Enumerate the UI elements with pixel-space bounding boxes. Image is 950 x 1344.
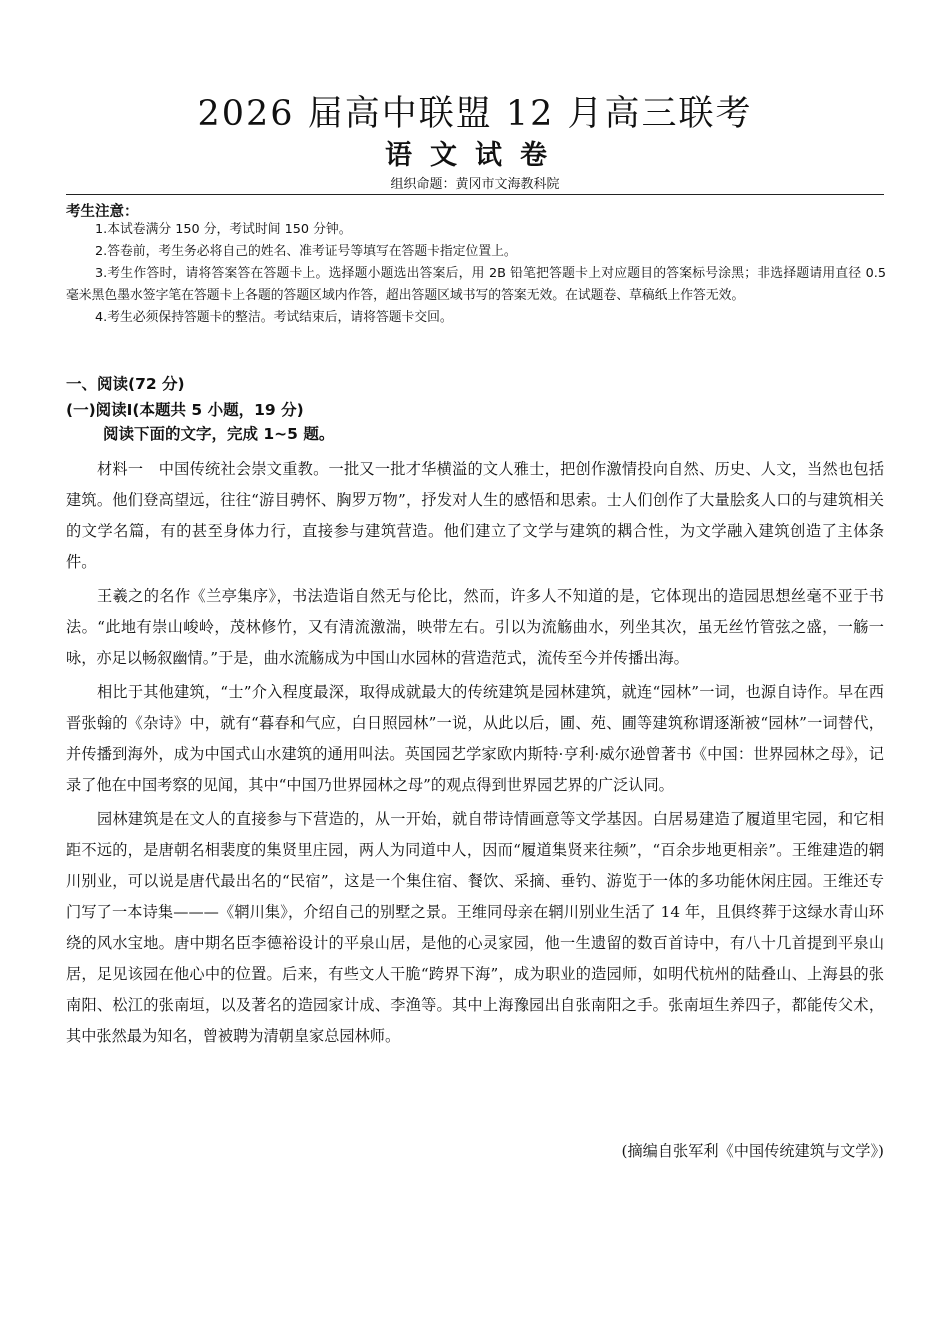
notice-heading: 考生注意： <box>66 204 139 220</box>
header-divider <box>66 194 884 195</box>
section-heading: 一、阅读(72 分) <box>66 375 185 393</box>
reading-instruction: 阅读下面的文字，完成 1~5 题。 <box>103 425 335 443</box>
notice-item: 1.本试卷满分 150 分，考试时间 150 分钟。 <box>95 222 352 237</box>
subsection-heading: (一)阅读Ⅰ(本题共 5 小题，19 分) <box>66 401 304 419</box>
exam-title: 2026 届高中联盟 12 月高三联考 <box>197 94 753 134</box>
organizer-line: 组织命题：黄冈市文海教科院 <box>390 177 560 192</box>
passage-paragraph: 材料一 中国传统社会崇文重教。一批又一批才华横溢的文人雅士，把创作激情投向自然、历史、人文，当然也包括建筑。他们登高望远，往往“游目骋怀、胸罗万物”，抒发对人生的感悟和思索。士人们创作了大量脍炙人口的与建筑相关的文学名篇，有的甚至身体力行，直接参与建筑营造。他们建立了文学与建筑的耦合性，为文学融入建筑创造了主体条件。 <box>66 460 884 571</box>
passage-paragraph: 王羲之的名作《兰亭集序》，书法造诣自然无与伦比，然而，许多人不知道的是，它体现出的造园思想丝毫不亚于书法。“此地有崇山峻岭，茂林修竹，又有清流激湍，映带左右。引以为流觞曲水，列坐其次，虽无丝竹管弦之盛，一觞一咏，亦足以畅叙幽情。”于是，曲水流觞成为中国山水园林的营造范式，流传至今并传播出海。 <box>66 587 884 667</box>
reading-passage <box>66 454 884 1055</box>
passage-paragraph: 园林建筑是在文人的直接参与下营造的，从一开始，就自带诗情画意等文学基因。白居易建造了履道里宅园，和它相距不远的，是唐朝名相裴度的集贤里庄园，两人为同道中人，因而“履道集贤来往频”，“百余步地更相亲”。王维建造的辋川别业，可以说是唐代最出名的“民宿”，这是一个集住宿、餐饮、采摘、垂钓、游览于一体的多功能休闲庄园。王维还专门写了一本诗集———《辋川集》，介绍自己的别墅之景。王维同母亲在辋川别业生活了 14 年，且俱终葬于这绿水青山环绕的风水宝地。唐中期名臣李德裕设计的平泉山居，是他的心灵家园，他一生遗留的数百首诗中，有八十几首提到平泉山居，足见该园在他心中的位置。后来，有些文人干脆“跨界下海”，成为职业的造园师，如明代杭州的陆叠山、上海县的张南阳、松江的张南垣，以及著名的造园家计成、李渔等。其中上海豫园出自张南阳之手。张南垣生养四子，都能传父术，其中张然最为知名，曾被聘为清朝皇家总园林师。 <box>66 810 884 1045</box>
notice-list <box>66 219 886 329</box>
notice-item: 2.答卷前，考生务必将自己的姓名、准考证号等填写在答题卡指定位置上。 <box>95 244 517 259</box>
notice-item: 3.考生作答时，请将答案答在答题卡上。选择题小题选出答案后，用 2B 铅笔把答题卡上对应题目的答案标号涂黑；非选择题请用直径 0.5 毫米黑色墨水签字笔在答题卡上各题的答题区域内作答，超出答题区域书写的答案无效。在试题卷、草稿纸上作答无效。 <box>66 266 886 303</box>
subject-title: 语文试卷 <box>385 140 565 171</box>
passage-paragraph: 相比于其他建筑，“士”介入程度最深，取得成就最大的传统建筑是园林建筑，就连“园林”一词，也源自诗作。早在西晋张翰的《杂诗》中，就有“暮春和气应，白日照园林”一说，从此以后，圃、苑、圃等建筑称谓逐渐被“园林”一词替代，并传播到海外，成为中国式山水建筑的通用叫法。英国园艺学家欧内斯特·亨利·威尔逊曾著书《中国：世界园林之母》，记录了他在中国考察的见闻，其中“中国乃世界园林之母”的观点得到世界园艺界的广泛认同。 <box>66 683 884 794</box>
notice-item: 4.考生必须保持答题卡的整洁。考试结束后，请将答题卡交回。 <box>95 310 453 325</box>
passage-source: (摘编自张军利《中国传统建筑与文学》) <box>621 1142 884 1160</box>
